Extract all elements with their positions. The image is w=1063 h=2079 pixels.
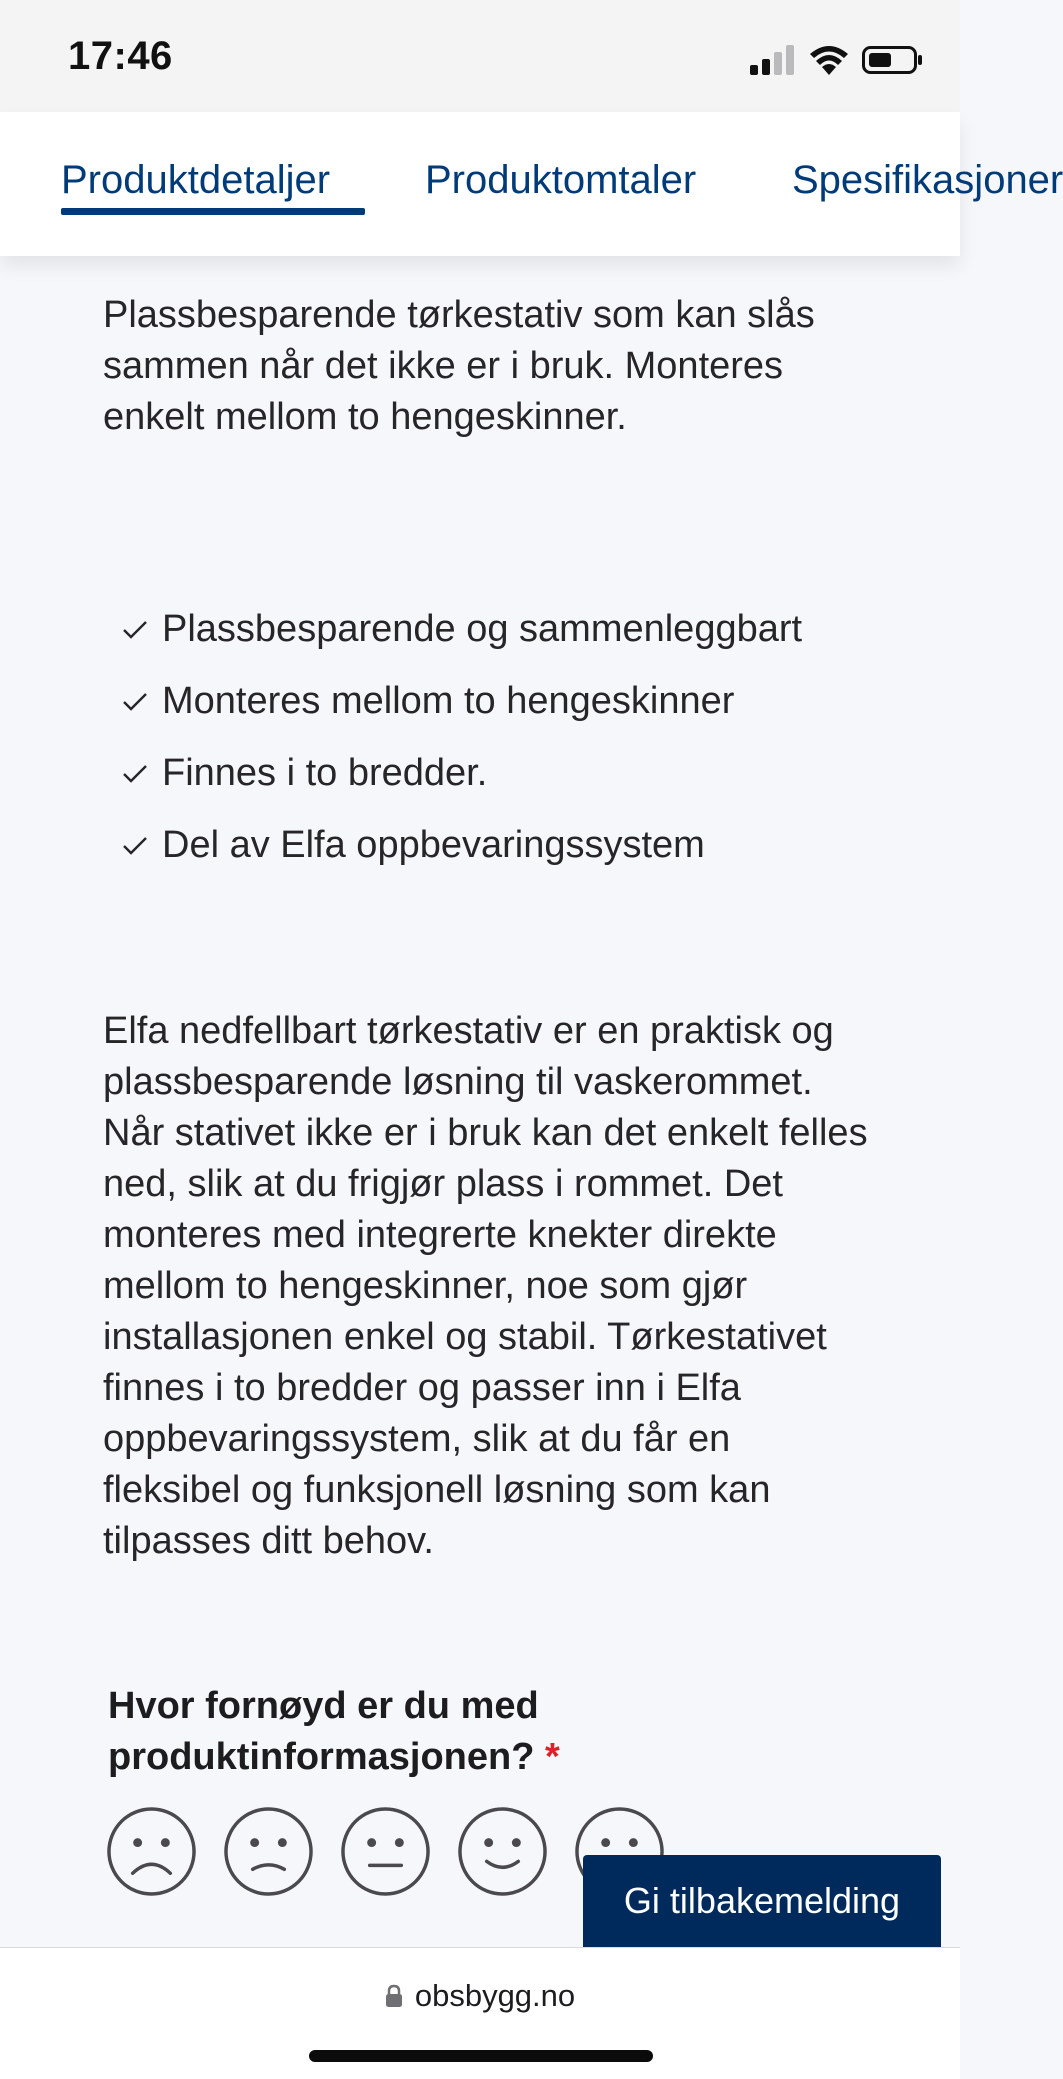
feedback-question xyxy=(108,1681,708,1783)
lock-icon xyxy=(385,1984,403,2008)
product-tabs xyxy=(0,112,1063,256)
feature-item xyxy=(122,748,862,799)
required-mark: * xyxy=(545,1736,560,1778)
feature-item xyxy=(122,604,862,655)
feature-text: Plassbesparende og sammenleggbart xyxy=(162,608,803,650)
feature-text: Del av Elfa oppbevaringssystem xyxy=(162,824,705,866)
give-feedback-button[interactable]: Gi tilbakemelding xyxy=(583,1855,941,1947)
browser-address-bar xyxy=(0,1947,960,2079)
home-indicator[interactable] xyxy=(309,2050,653,2062)
product-description: Elfa nedfellbart tørkestativ er en praktisk og plassbesparende løsning til vaskerommet. Når stativet ikke er i bruk kan det enkelt felles ned, slik at du frigjør plass i rommet. Det monteres med integrerte knekter direkte mellom to hengeskinner, noe som gjør installasjonen enkel og stabil. Tørkestativet finnes i to bredder og passer inn i Elfa oppbevaringssystem, slik at du får en fleksibel og funksjonell løsning som kan tilpasses ditt behov. xyxy=(103,1010,868,1562)
feature-list xyxy=(122,604,862,892)
very-unhappy-face-icon[interactable] xyxy=(106,1806,197,1897)
feature-item xyxy=(122,820,862,871)
battery-icon xyxy=(862,44,924,76)
checkmark-icon xyxy=(122,762,148,786)
product-intro: Plassbesparende tørkestativ som kan slås sammen når det ikke er i bruk. Monteres enkelt mellom to hengeskinner. xyxy=(103,294,815,438)
checkmark-icon xyxy=(122,618,148,642)
checkmark-icon xyxy=(122,690,148,714)
status-time: 17:46 xyxy=(68,34,173,78)
status-icons xyxy=(750,42,924,78)
product-details xyxy=(103,290,873,443)
url-display[interactable] xyxy=(0,1978,960,2014)
feedback-question-text: Hvor fornøyd er du med produktinformasjonen? xyxy=(108,1685,539,1778)
tab-produktdetaljer[interactable]: Produktdetaljer xyxy=(61,158,331,202)
neutral-face-icon[interactable] xyxy=(340,1806,431,1897)
signal-icon xyxy=(750,45,796,75)
tab-spesifikasjoner[interactable]: Spesifikasjoner xyxy=(792,158,1063,202)
status-bar xyxy=(0,0,960,112)
url-text: obsbygg.no xyxy=(414,1978,576,2013)
feature-item xyxy=(122,676,862,727)
checkmark-icon xyxy=(122,834,148,858)
feature-text: Monteres mellom to hengeskinner xyxy=(162,680,735,722)
active-tab-indicator xyxy=(61,208,365,215)
rating-faces xyxy=(106,1806,665,1897)
happy-face-icon[interactable] xyxy=(457,1806,548,1897)
tab-produktomtaler[interactable]: Produktomtaler xyxy=(425,158,697,202)
unhappy-face-icon[interactable] xyxy=(223,1806,314,1897)
feature-text: Finnes i to bredder. xyxy=(162,752,488,794)
wifi-icon xyxy=(810,45,848,75)
